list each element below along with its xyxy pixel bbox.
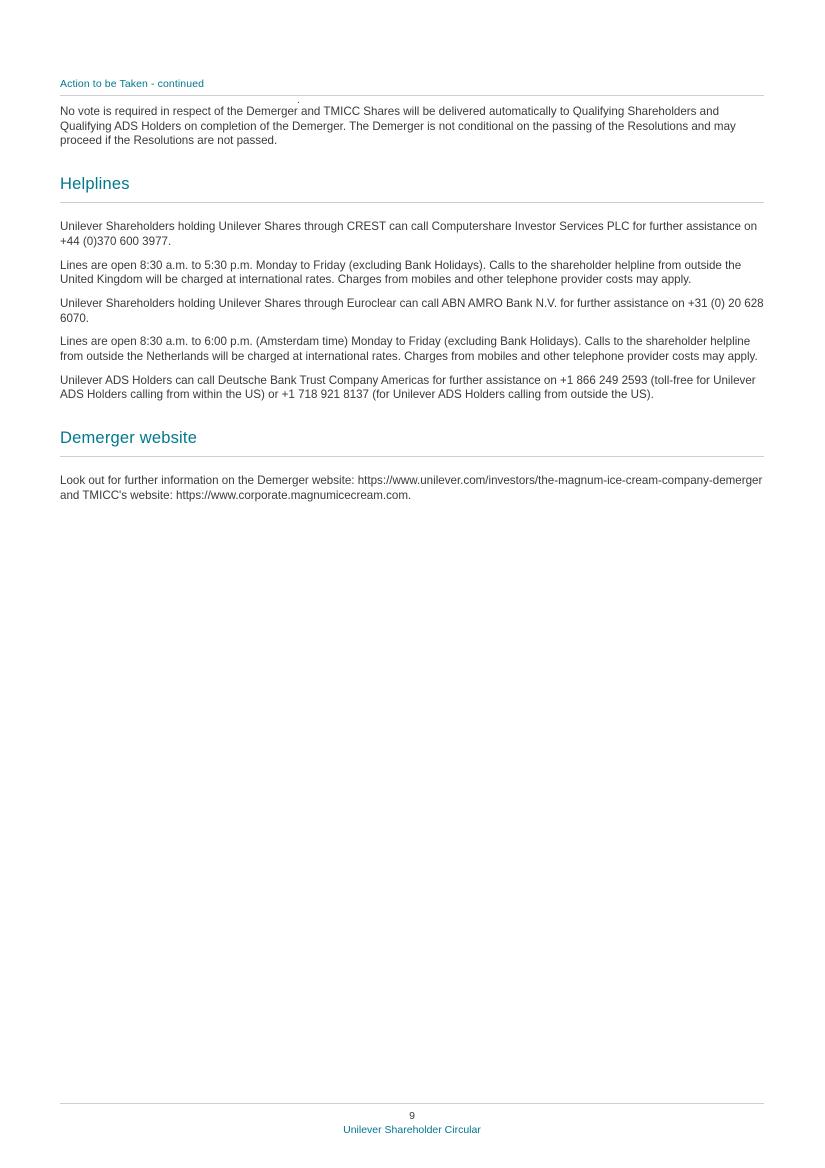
page-footer — [60, 1103, 764, 1136]
section-helplines — [60, 175, 764, 403]
running-header-title: Action to be Taken - continued — [60, 78, 205, 90]
intro-paragraph: No vote is required in respect of the Demerger and TMICC Shares will be delivered automatically to Qualifying Shareholders and Qualifying ADS Holders on completion of the Demerger. The Demerger is not conditional on the passing of the Resolutions and may proceed if the Resolutions are not passed. — [60, 105, 736, 148]
body-paragraph: Look out for further information on the Demerger website: https://www.unilever.com/investors/the-magnum-ice-cream-company-demerger and TMICC's website: https://www.corporate.magnumicecream.com. — [60, 474, 763, 502]
section-rule — [60, 456, 764, 457]
footer-doc-title: Unilever Shareholder Circular — [343, 1124, 481, 1136]
section-heading-demerger-website: Demerger website — [60, 429, 198, 448]
section-demerger-website — [60, 429, 764, 503]
body-paragraph: Lines are open 8:30 a.m. to 6:00 p.m. (Amsterdam time) Monday to Friday (excluding Bank Holidays). Calls to the shareholder helpline from outside the Netherlands will be charged at international rates. Charges from mobiles and other telephone provider costs may apply. — [60, 335, 758, 364]
section-rule — [60, 202, 764, 203]
body-paragraph: Unilever Shareholders holding Unilever Shares through Euroclear can call ABN AMRO Bank N.V. for further assistance on +31 (0) 20 628 6070. — [60, 296, 764, 325]
section-heading-helplines: Helplines — [60, 175, 130, 194]
page-content — [60, 105, 764, 504]
footer-rule — [60, 1103, 764, 1104]
body-paragraph: Unilever Shareholders holding Unilever Shares through CREST can call Computershare Investor Services PLC for further assistance on +44 (0)370 600 3977. — [60, 220, 758, 248]
body-paragraph: Unilever ADS Holders can call Deutsche Bank Trust Company Americas for further assistance on +1 866 249 2593 (toll-free for Unilever ADS Holders calling from within the US) or +1 718 921 8137 (for Unilever ADS Holders calling from outside the US). — [60, 373, 756, 402]
page-number: 9 — [409, 1110, 415, 1122]
body-paragraph: Lines are open 8:30 a.m. to 5:30 p.m. Monday to Friday (excluding Bank Holidays). Calls to the shareholder helpline from outside the United Kingdom will be charged at international rates. Charges from mobiles and other telephone provider costs may apply. — [60, 258, 742, 287]
stray-dot: . — [297, 95, 300, 106]
running-header — [60, 78, 764, 105]
